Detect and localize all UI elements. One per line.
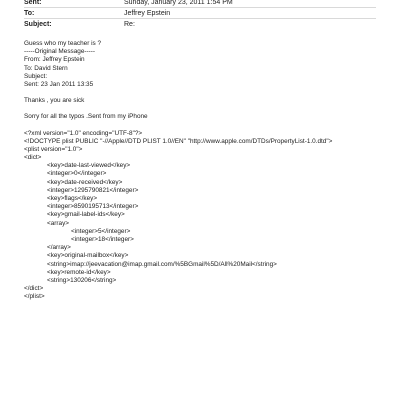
original-subject: Subject: [24,72,48,80]
xml-line: <key>flags</key> [47,195,98,202]
xml-line: <integer>8590195713</integer> [47,203,139,211]
xml-line: <key>date-last-viewed</key> [47,162,131,170]
xml-line: <string>imap://jeevacation@imap.gmail.com/%5BGmail%5D/All%20Mail</string> [47,260,277,268]
subject-label: Subject: [24,21,52,28]
xml-line: <array> [47,219,70,227]
original-from: From: Jeffrey Epstein [24,56,85,64]
sent-value: Sunday, January 23, 2011 1:54 PM [124,0,233,6]
email-body [24,40,384,301]
xml-declaration: <?xml version="1.0" encoding="UTF-8"?> [24,129,143,137]
header-divider [24,7,376,8]
xml-line: <key>remote-id</key> [47,268,111,276]
xml-array-item: <integer>5</integer> [71,227,131,235]
xml-dict-open: <dict> [24,154,42,162]
header-divider [24,18,376,19]
signature-text: Sorry for all the typos .Sent from my iPhone [24,113,148,121]
subject-row [24,19,384,30]
xml-plist-open: <plist version="1.0"> [24,145,83,153]
xml-dict-close: </dict> [24,285,44,293]
xml-line: </array> [47,244,71,252]
reply-text: Guess who my teacher is ? [24,40,102,47]
xml-line: <key>original-mailbox</key> [47,252,129,260]
xml-array-item: <integer>18</integer> [71,235,134,243]
email-header [24,0,384,30]
xml-plist-close: </plist> [24,293,45,301]
xml-line: <string>130206</string> [47,276,117,284]
xml-doctype: <!DOCTYPE plist PUBLIC "-//Apple//DTD PLIST 1.0//EN" "http://www.apple.com/DTDs/PropertyList-1.0.dtd"> [24,137,333,145]
original-separator: -----Original Message----- [24,48,96,56]
xml-line: <integer>1295790821</integer> [47,186,139,194]
sent-label: Sent: [24,0,42,6]
to-label: To: [24,10,35,17]
xml-line: <key>gmail-label-ids</key> [47,211,125,219]
original-to: To: David Stern [24,64,68,72]
to-value: Jeffrey Epstein [124,10,171,17]
xml-line: <key>date-received</key> [47,178,123,186]
message-text: Thanks , you are sick [24,97,85,105]
subject-value: Re: [124,21,135,28]
original-sent: Sent: 23 Jan 2011 13:35 [24,80,94,88]
xml-line: <integer>0</integer> [47,170,107,178]
